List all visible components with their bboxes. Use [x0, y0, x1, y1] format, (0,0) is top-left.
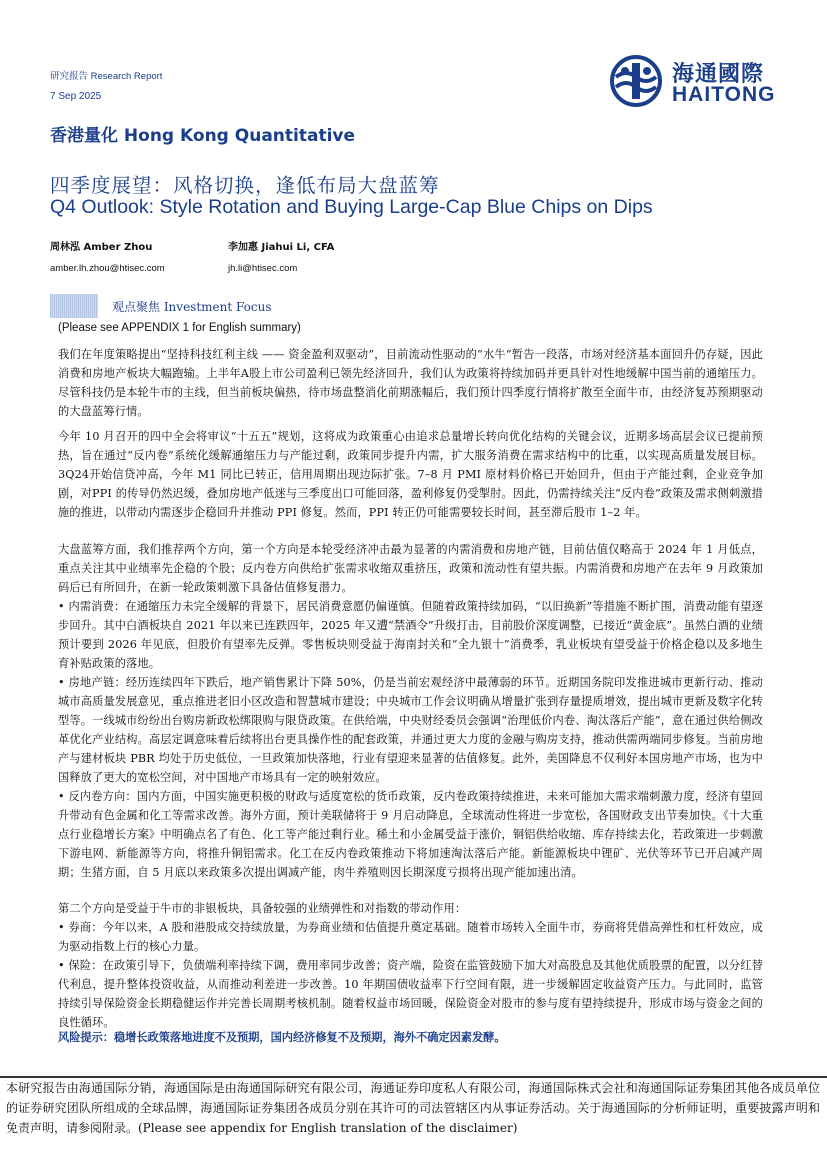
author-name: 周林泓 Amber Zhou	[50, 242, 153, 253]
appendix-note: (Please see APPENDIX 1 for English summary)	[58, 322, 301, 334]
author-email[interactable]: jh.li@htisec.com	[228, 263, 298, 274]
risk-warning: 风险提示：稳增长政策落地进度不及预期，国内经济修复不及预期，海外不确定因素发酵。	[58, 1031, 506, 1044]
report-type: 研究报告 Research Report	[50, 71, 163, 82]
haitong-logo	[610, 55, 775, 107]
paragraph: 大盘蓝筹方面，我们推荐两个方向，第一个方向是本轮受经济冲击最为显著的内需消费和房地产链，目前估值仅略高于 2024 年 1 月低点，重点关注其中业绩率先企稳的个股；反内卷方向供给扩张需求收缩双重挤压，政策和流动性有望共振。内需消费和房地产在去年 9 月政策加码后已有所回升，在新一轮政策刺激下具备估值修复潜力。 • 内需消费：在通缩压力未完全缓解的背景下，居民消费意愿仍偏谨慎。但随着政策持续加码，“以旧换新”等措施不断扩围，消费动能有望逐步回升。其中白酒板块自 2021 年以来已连跌四年，2025 年又遭“禁酒令”升级打击，目前股价深度调整，已接近“黄金底”。虽然白酒的业绩预计要到 2026 年见底，但股价有望率先反弹。零售板块则受益于海南封关和“全九银十”消费季，乳业板块有望受益于价格企稳以及多地生育补贴政策的落地。 • 房地产链：经历连续四年下跌后，地产销售累计下降 50%，仍是当前宏观经济中最薄弱的环节。近期国务院印发推进城市更新行动、推动城市高质量发展意见，重点推进老旧小区改造和智慧城市建设；中央城市工作会议明确从增量扩张到存量提质增效，提出城市更新及数字化转型等。一线城市纷纷出台购房新政松绑限购与限贷政策。在供给端，中央财经委员会强调“治理低价内卷、淘汰落后产能”，意在通过供给侧改革优化产业结构。高层定调意味着后续将出台更具操作性的配套政策，并通过更大力度的金融与购房支持，推动供需两端同步修复。当前房地产与建材板块 PBR 均处于历史低位，一旦政策加快落地，行业有望迎来显著的估值修复。此外，美国降息不仅利好本国房地产市场，也为中国释放了更大的宽松空间，对中国地产市场具有一定的映射效应。 • 反内卷方向：国内方面，中国实施更积极的财政与适度宽松的货币政策，反内卷政策持续推进，未来可能加大需求端刺激力度，经济有望回升带动有色金属和化工等需求改善。海外方面，预计美联储将于 9 月启动降息，全球流动性将进一步宽松，各国财政支出节奏加快。《十大重点行业稳增长方案》中明确点名了有色、化工等产能过剩行业。稀土和小金属受益于涨价，铜铝供给收缩、库存持续去化，若政策进一步刺激下游电网、新能源等方向，将推升铜铝需求。化工在反内卷政策推动下将加速淘汰落后产能。新能源板块中锂矿、光伏等环节已开启减产周期；生猪方面，自 5 月底以来政策多次提出调减产能，肉牛养殖则因长期深度亏损将出现产能加速出清。	[58, 543, 763, 879]
haitong-logo-icon	[610, 55, 666, 107]
focus-decoration	[50, 294, 98, 318]
report-title-cn: 四季度展望：风格切换，逢低布局大盘蓝筹	[50, 174, 440, 197]
paragraph: 我们在年度策略提出“坚持科技红利主线 —— 资金盈利双驱动”，目前流动性驱动的“水牛”暂告一段落，市场对经济基本面回升仍存疑，因此消费和房地产板块大幅跑输。上半年A股上市公司盈利已领先经济回升，我们认为政策将持续加码并更具针对性地缓解中国当前的通缩压力。尽管科技仍是本轮牛市的主线，但当前板块偏热，待市场盘整消化前期涨幅后，我们预计四季度行情将扩散至全面牛市，由经济复苏预期驱动的大盘蓝筹行情。	[58, 348, 763, 418]
section-title: 香港量化 Hong Kong Quantitative	[50, 126, 356, 146]
logo-en-text: HAITONG	[672, 83, 776, 106]
author-name: 李加惠 Jiahui Li, CFA	[228, 242, 335, 253]
disclaimer: 本研究报告由海通国际分销，海通国际是由海通国际研究有限公司，海通证券印度私人有限公司，海通国际株式会社和海通国际证券集团其他各成员单位的证券研究团队所组成的全球品牌，海通国际证券集团各成员分别在其许可的司法管辖区内从事证券活动。关于海通国际的分析师证明，重要披露声明和免责声明，请参阅附录。(Please see appendix for English translation of the disclaimer)	[6, 1081, 820, 1135]
report-title-en: Q4 Outlook: Style Rotation and Buying Large-Cap Blue Chips on Dips	[50, 196, 653, 218]
report-date: 7 Sep 2025	[50, 91, 102, 102]
logo-cn-text: 海通國際	[672, 62, 765, 87]
investment-focus-label: 观点聚焦 Investment Focus	[112, 300, 272, 314]
author-email[interactable]: amber.lh.zhou@htisec.com	[50, 263, 165, 274]
paragraph: 第二个方向是受益于牛市的非银板块，具备较强的业绩弹性和对指数的带动作用： • 券商：今年以来，A 股和港股成交持续放量，为券商业绩和估值提升奠定基础。随着市场转入全面牛市，券商将凭借高弹性和杠杆效应，成为驱动指数上行的核心力量。 • 保险：在政策引导下，负债端利率持续下调，费用率同步改善；资产端，险资在监管鼓励下加大对高股息及其他优质股票的配置，以分红替代利息，提升整体投资收益，从而推动利差进一步改善。10 年期国债收益率下行空间有限，进一步缓解固定收益资产压力。与此同时，监管持续引导保险资金长期稳健运作并完善长周期考核机制。随着权益市场回暖，保险资金对股市的参与度有望持续提升，形成市场与资金之间的良性循环。	[58, 902, 763, 1029]
paragraph: 今年 10 月召开的四中全会将审议“十五五”规划，这将成为政策重心由追求总量增长转向优化结构的关键会议，近期多场高层会议已提前预热，旨在通过“反内卷”系统化缓解通缩压力与产能过剩，政策同步提升内需，扩大服务消费在需求结构中的比重，以实现高质量发展目标。3Q24开始信贷冲高，今年 M1 同比已转正，信用周期出现边际扩张。7–8 月 PMI 原材料价格已开始回升，但由于产能过剩，企业竞争加剧，对PPI 的传导仍然迟缓，叠加房地产低迷与三季度出口可能回落，盈利修复仍受掣肘。因此，仍需持续关注“反内卷”政策及需求侧刺激措施的推进，以带动内需逐步企稳回升并推动 PPI 修复。然而，PPI 转正仍可能需要较长时间，甚至滞后股市 1–2 年。	[58, 430, 763, 519]
